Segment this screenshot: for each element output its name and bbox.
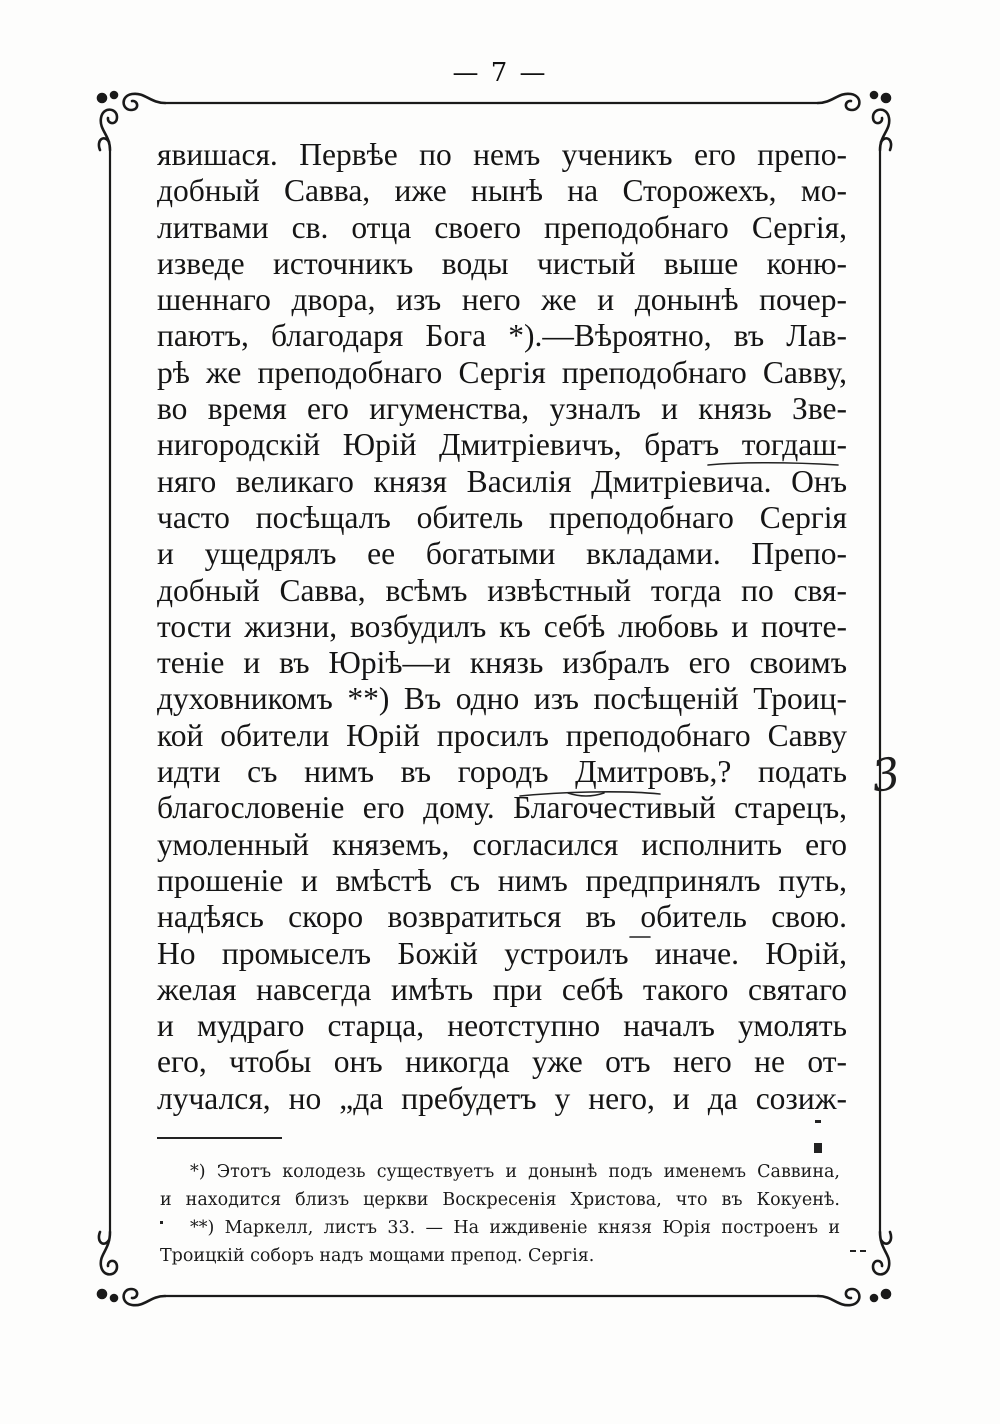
text-line: прошеніе и вмѣстѣ съ нимъ предпринялъ путь, (157, 862, 847, 898)
text-line: часто посѣщалъ обитель преподобнаго Сергія (157, 499, 847, 535)
text-line: теніе и въ Юріѣ—и князь избралъ его своимъ (157, 645, 847, 681)
margin-note-text: 3 (868, 748, 904, 803)
text-line: рѣ же преподобнаго Сергія преподобнаго Савву, (157, 354, 847, 390)
footnote-line: *) Этотъ колодезь существуетъ и донынѣ подъ именемъ Саввина, (190, 1162, 840, 1182)
text-line: литвами св. отца своего преподобнаго Сергія, (157, 209, 847, 245)
text-line: тости жизни, возбудилъ къ себѣ любовь и почте- (157, 608, 847, 644)
text-line: его, чтобы онъ никогда уже отъ него не от- (157, 1044, 847, 1080)
text-line: идти съ нимъ въ городъ Дмитровъ,? подать (157, 754, 847, 790)
text-line: и мудраго старца, неотступно началъ умолять (157, 1008, 847, 1044)
text-line: изведе источникъ воды чистый выше коню- (157, 245, 847, 281)
text-line: лучался, но „да пребудетъ у него, и да созиж- (157, 1080, 847, 1116)
text-line: духовникомъ **) Въ одно изъ посѣщеній Троиц- (157, 681, 847, 717)
footnote-line: и находится близъ церкви Воскресенія Христова, что въ Кокуенѣ. (160, 1190, 840, 1210)
text-line: благословеніе его дому. Благочестивый старецъ, (157, 790, 847, 826)
text-line: и ущедрялъ ее богатыми вкладами. Препо- (157, 536, 847, 572)
text-line: нигородскій Юрій Дмитріевичъ, братъ тогдаш- (157, 427, 847, 463)
text-line: Но промыселъ Божій устроилъ иначе. Юрій, (157, 935, 847, 971)
text-line: умоленный княземъ, согласился исполнить его (157, 826, 847, 862)
footnote-line: Троицкій соборъ надъ мощами препод. Сергія. (160, 1246, 595, 1266)
text-line: шеннаго двора, изъ него же и донынѣ почер- (157, 282, 847, 318)
text-line: явишася. Первѣе по немъ ученикъ его препо- (157, 137, 847, 172)
footnote-line: **) Маркелл, листъ 33. — На иждивеніе князя Юрія построенъ и (190, 1218, 840, 1238)
text-line: надѣясь скоро возвратиться въ обитель свою. (157, 899, 847, 935)
text-line: паютъ, благодаря Бога *).—Вѣроятно, въ Лав- (157, 318, 847, 354)
text-line: желая навсегда имѣть при себѣ такого святаго (157, 971, 847, 1007)
text-line: кой обители Юрій просилъ преподобнаго Савву (157, 717, 847, 753)
text-line: няго великаго князя Василія Дмитріевича. Онъ (157, 463, 847, 499)
text-line: добный Савва, всѣмъ извѣстный тогда по свя- (157, 572, 847, 608)
page-number: — 7 — (452, 58, 548, 88)
text-line: добный Савва, иже нынѣ на Сторожехъ, мо- (157, 173, 847, 209)
text-line: во время его игуменства, узналъ и князь Зве- (157, 391, 847, 427)
